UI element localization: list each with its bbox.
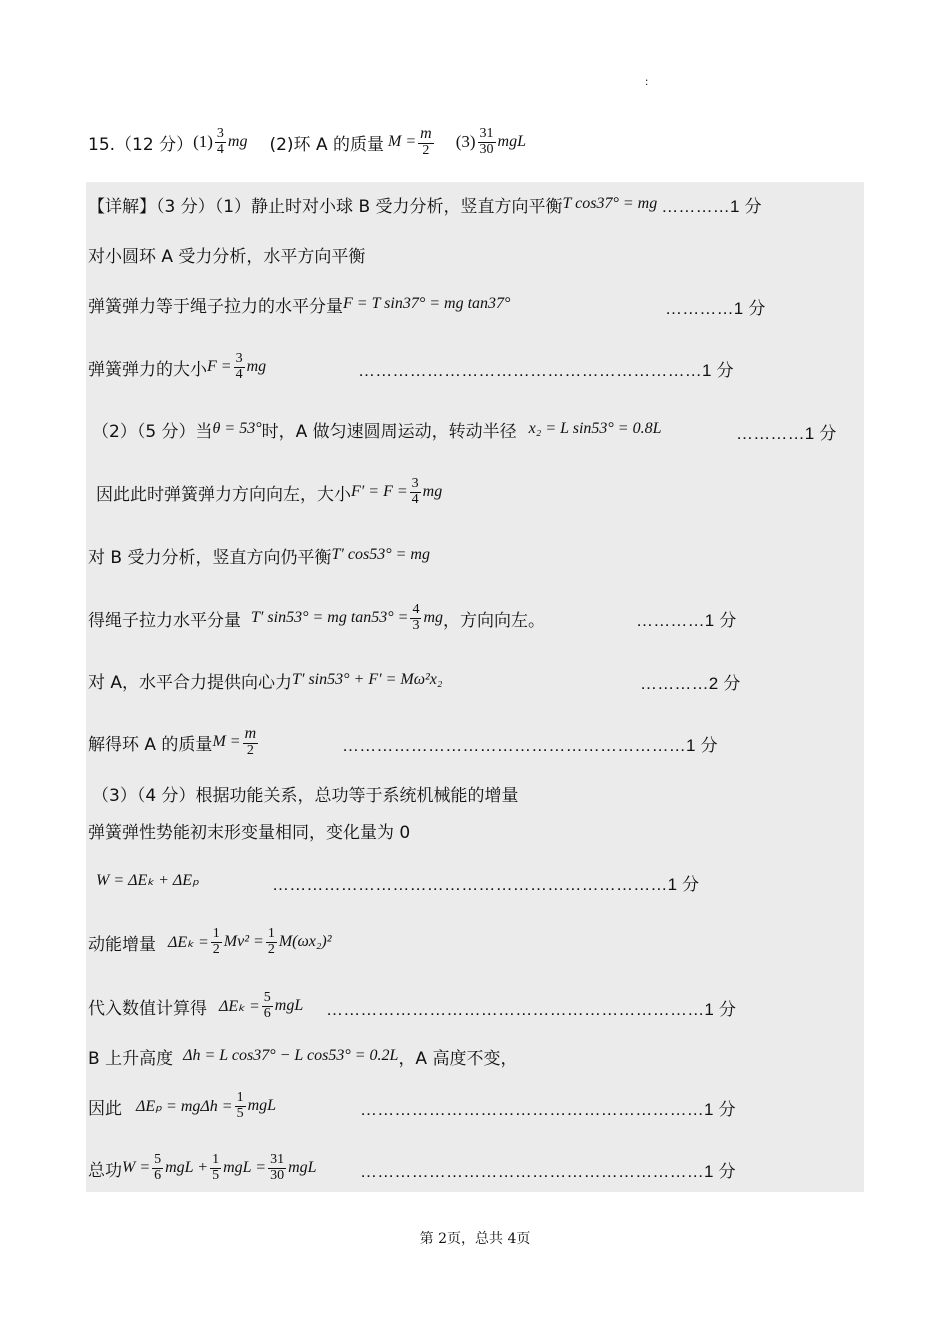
line-text: （2）（5 分）当 xyxy=(92,421,213,442)
math-term: mgL xyxy=(497,133,526,150)
solution-line-12 xyxy=(88,818,410,842)
denominator: 30 xyxy=(270,1167,285,1183)
numerator: 1 xyxy=(212,925,220,941)
math-term: mgL xyxy=(274,997,304,1014)
numerator: 31 xyxy=(479,125,494,141)
line-text: 对小圆环 A 受力分析，水平方向平衡 xyxy=(88,246,366,267)
score-dots: …………2 分 xyxy=(640,674,741,693)
solution-line-6 xyxy=(96,470,442,514)
equation: x₂ = L sin53° = 0.8L xyxy=(528,420,662,437)
denominator: 4 xyxy=(216,141,224,157)
denominator: 30 xyxy=(479,141,494,157)
math-term: mgL xyxy=(288,1159,317,1176)
solution-line-4 xyxy=(88,345,266,389)
solution-line-1 xyxy=(88,192,762,216)
line-text: 弹簧弹力等于绳子拉力的水平分量 xyxy=(88,296,343,317)
score-dots: ……………………………………………………1 分 xyxy=(360,1100,736,1119)
part1-label: (1) xyxy=(193,132,213,151)
math-term: ΔEₖ = xyxy=(219,998,260,1015)
denominator: 5 xyxy=(236,1105,244,1121)
line-text: （3）（4 分）根据功能关系，总功等于系统机械能的增量 xyxy=(92,785,519,806)
line-text: 得绳子拉力水平分量 xyxy=(88,610,241,631)
denominator: 4 xyxy=(411,491,419,507)
fraction xyxy=(262,991,273,1021)
numerator: 1 xyxy=(267,925,275,941)
line-text: 弹簧弹力的大小 xyxy=(88,359,207,380)
answer-line xyxy=(88,120,526,164)
page-footer: 第 2页，总共 4页 xyxy=(419,1231,531,1247)
numerator: 5 xyxy=(154,1151,162,1167)
numerator: 1 xyxy=(212,1151,220,1167)
math-term: Mv² = xyxy=(223,933,264,950)
equation: T cos37° = mg xyxy=(562,195,658,212)
line-text: 弹簧弹性势能初末形变量相同，变化量为 0 xyxy=(88,822,411,843)
numerator: 4 xyxy=(412,601,420,617)
score-dots: …………1 分 xyxy=(736,424,837,443)
fraction xyxy=(410,603,421,633)
solution-line-13 xyxy=(96,868,199,892)
line-text: ，A 高度不变， xyxy=(398,1048,518,1069)
math-term: mg xyxy=(246,358,267,375)
solution-line-10 xyxy=(88,720,260,764)
math-term: mgL xyxy=(247,1097,277,1114)
fraction xyxy=(234,352,245,382)
score-dots: …………………………………………………………1 分 xyxy=(326,1000,737,1019)
question-number: 15.（12 分） xyxy=(88,134,194,155)
math-term: mg xyxy=(422,483,443,500)
denominator: 6 xyxy=(263,1005,271,1021)
fraction xyxy=(210,1153,221,1183)
denominator: 6 xyxy=(154,1167,162,1183)
denominator: 5 xyxy=(212,1167,220,1183)
equation: T′ sin53° + F′ = Mω²x₂ xyxy=(292,671,443,688)
solution-line-16 xyxy=(88,1044,517,1068)
line-text: 因此此时弹簧弹力方向向左，大小 xyxy=(96,484,351,505)
solution-line-8 xyxy=(88,596,545,640)
math-term: ΔEₚ = mgΔh = xyxy=(136,1098,233,1115)
solution-line-14 xyxy=(88,920,332,964)
line-text: B 上升高度 xyxy=(88,1048,174,1069)
math-term: mgL + xyxy=(165,1159,209,1176)
fraction xyxy=(268,1153,286,1183)
math-term: F = xyxy=(207,358,232,375)
fraction xyxy=(418,126,434,158)
equation: F = T sin37° = mg tan37° xyxy=(343,295,511,312)
numerator: m xyxy=(420,124,432,142)
solution-line-3 xyxy=(88,292,510,316)
fraction xyxy=(478,127,496,157)
score-dots: ……………………………………………………1 分 xyxy=(358,361,734,380)
denominator: 4 xyxy=(235,366,243,382)
part2-label: (2)环 A 的质量 xyxy=(269,134,384,155)
line-text: 代入数值计算得 xyxy=(88,998,207,1019)
score-dots: …………1 分 xyxy=(661,196,762,216)
equation: T′ sin53° = mg tan53° = xyxy=(251,609,409,626)
numerator: 3 xyxy=(411,475,419,491)
score-dots: ……………………………………………………1 分 xyxy=(360,1162,736,1181)
denominator: 3 xyxy=(412,617,420,633)
solution-line-5 xyxy=(92,417,662,441)
equation: Δh = L cos37° − L cos53° = 0.2L xyxy=(183,1047,399,1064)
solution-line-9 xyxy=(88,668,442,692)
equation: θ = 53° xyxy=(212,420,262,437)
math-term: mg xyxy=(227,133,248,150)
numerator: 3 xyxy=(235,350,243,366)
fraction xyxy=(410,477,421,507)
numerator: m xyxy=(244,724,257,742)
fraction xyxy=(152,1153,163,1183)
denominator: 2 xyxy=(267,941,275,957)
solution-line-11 xyxy=(92,781,519,805)
math-term: W = xyxy=(122,1159,151,1176)
denominator: 2 xyxy=(422,142,430,158)
part3-label: (3) xyxy=(455,132,476,151)
equation: T′ cos53° = mg xyxy=(331,546,430,563)
score-dots: …………1 分 xyxy=(665,299,766,318)
math-term: M = xyxy=(388,133,417,150)
line-text: ，方向向左。 xyxy=(443,610,546,631)
math-term: M = xyxy=(212,733,241,750)
denominator: 2 xyxy=(212,941,220,957)
header-mark: : xyxy=(645,74,649,88)
numerator: 1 xyxy=(236,1089,244,1105)
solution-line-17 xyxy=(88,1084,276,1128)
math-term: F′ = F = xyxy=(351,483,408,500)
numerator: 31 xyxy=(270,1151,285,1167)
line-text: 对 B 受力分析，竖直方向仍平衡 xyxy=(88,547,332,568)
line-text: 【详解】（3 分）（1）静止时对小球 B 受力分析，竖直方向平衡 xyxy=(88,196,563,217)
fraction xyxy=(266,927,277,957)
line-text: 解得环 A 的质量 xyxy=(88,734,213,755)
score-dots: ……………………………………………………1 分 xyxy=(342,736,718,755)
score-dots: ……………………………………………………………1 分 xyxy=(272,875,700,894)
math-term: mg xyxy=(423,609,444,626)
fraction xyxy=(215,127,226,157)
line-text: 时，A 做匀速圆周运动，转动半径 xyxy=(261,421,517,442)
line-text: 对 A，水平合力提供向心力 xyxy=(88,672,293,693)
denominator: 2 xyxy=(246,742,254,758)
math-term: ΔEₖ = xyxy=(168,934,209,951)
math-term: M(ωx₂)² xyxy=(278,933,332,950)
numerator: 3 xyxy=(216,125,224,141)
solution-line-7 xyxy=(88,543,430,567)
fraction xyxy=(211,927,222,957)
score-dots: …………1 分 xyxy=(636,611,737,630)
math-term: mgL = xyxy=(223,1159,267,1176)
fraction xyxy=(243,726,259,758)
line-text: 总功 xyxy=(88,1160,122,1181)
solution-line-15 xyxy=(88,984,303,1028)
equation: W = ΔEₖ + ΔEₚ xyxy=(96,872,199,889)
line-text: 动能增量 xyxy=(88,934,156,955)
fraction xyxy=(235,1091,246,1121)
solution-line-18 xyxy=(88,1146,317,1190)
line-text: 因此 xyxy=(88,1098,122,1119)
numerator: 5 xyxy=(263,989,271,1005)
solution-line-2 xyxy=(88,242,365,266)
